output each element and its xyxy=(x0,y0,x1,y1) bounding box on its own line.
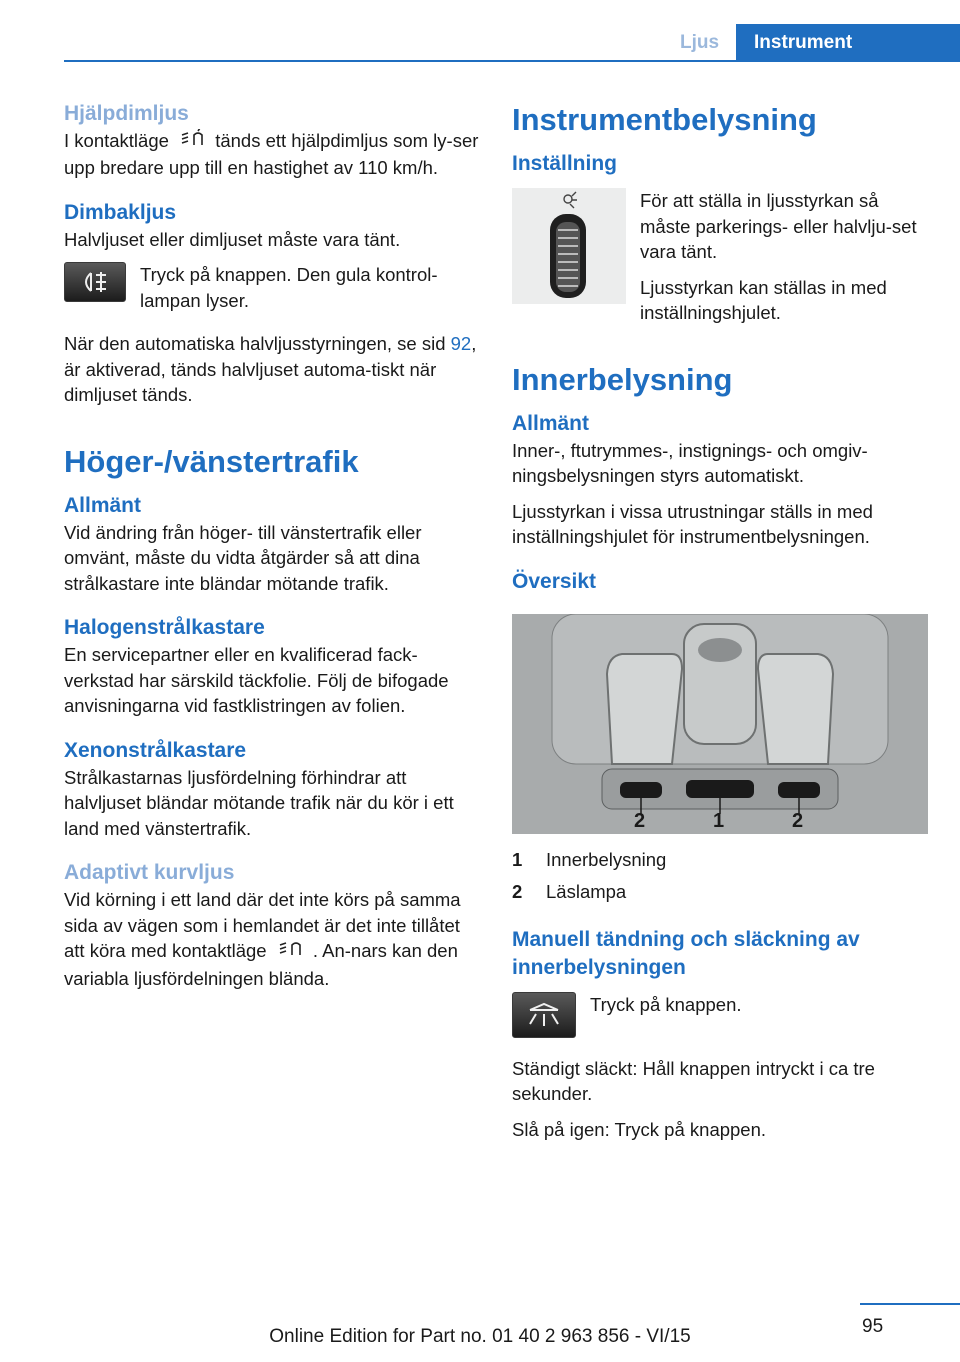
section-title-hjalpdimljus: Hjälpdimljus xyxy=(64,102,189,125)
interior-light-button-image xyxy=(512,992,576,1038)
text-span: I kontaktläge xyxy=(64,130,169,151)
chapter-title-innerbelysning: Innerbelysning xyxy=(512,361,733,397)
paragraph: För att ställa in ljusstyrkan så måste parkerings- eller halvlju-set vara tänt. xyxy=(640,190,917,262)
legend-number: 2 xyxy=(512,880,523,902)
photo-callout-2-right: 2 xyxy=(792,809,804,832)
edition-line: Online Edition for Part no. 01 40 2 963 856 - VI/15 xyxy=(269,1326,691,1347)
section-title-allmant-right: Allmänt xyxy=(512,411,590,435)
left-column xyxy=(64,100,482,991)
header-chapter-tab[interactable]: Instrument xyxy=(736,24,960,62)
section-title-adaptivt-kurvljus: Adaptivt kurvljus xyxy=(64,861,235,885)
section-title-manuell-tandning: Manuell tändning och släckning av innerbelysningen xyxy=(512,927,860,979)
paragraph: Strålkastarnas ljusfördelning förhindrar att halvljuset bländar mötande trafik när du kör i ett land med vänstertrafik. xyxy=(64,766,454,839)
page-reference-link[interactable]: 92 xyxy=(450,333,472,355)
footer-rule xyxy=(860,1303,960,1305)
text-span: tänds ett hjälpdimljus som ly-ser upp bredare upp till en hastighet av 110 km/h. xyxy=(64,130,479,179)
button-instruction-row xyxy=(512,992,932,1038)
legend-number: 1 xyxy=(512,848,523,870)
section-title-oversikt: Översikt xyxy=(512,569,597,593)
paragraph xyxy=(64,331,482,408)
right-column xyxy=(512,100,932,1142)
paragraph: Vid ändring från höger- till vänstertrafik eller omvänt, måste du vidta åtgärder så att dina strålkastare inte bländar mötande trafik. xyxy=(64,521,422,594)
header-section-tab[interactable]: Ljus xyxy=(680,32,720,53)
ignition-key-icon xyxy=(272,939,308,966)
legend-text: Läslampa xyxy=(546,880,627,902)
text-span: , är aktiverad, tänds halvljuset automa-tiskt när dimljuset tänds. xyxy=(64,333,477,406)
photo-callout-1: 1 xyxy=(713,809,725,832)
section-title-dimbakljus: Dimbakljus xyxy=(64,200,177,224)
overhead-console-illustration xyxy=(512,614,928,834)
legend-text: Innerbelysning xyxy=(546,848,667,870)
legend-item xyxy=(512,876,932,908)
paragraph: En servicepartner eller en kvalificerad fack-verkstad har särskild täckfolie. Följ de bifogade anvisningarna vid fastklistringen av folien. xyxy=(64,644,449,717)
text-span: . An-nars kan den variabla ljusfördelningen blända. xyxy=(64,940,458,989)
thumbwheel-row xyxy=(512,188,932,326)
paragraph: Slå på igen: Tryck på knappen. xyxy=(512,1118,767,1140)
thumbwheel-image xyxy=(512,188,626,304)
paragraph xyxy=(64,887,482,991)
chapter-title-hoger-vanstertrafik: Höger-/vänstertrafik xyxy=(64,443,359,479)
paragraph: Tryck på knappen. Den gula kontrol-lampan lyser. xyxy=(140,264,438,311)
paragraph xyxy=(64,128,482,181)
text-span: Vid körning i ett land där det inte körs på samma sida av vägen som i hemlandet är det inte tillåtet att köra med kontaktläge xyxy=(64,889,461,962)
rear-fog-light-button-image xyxy=(64,262,126,302)
interior-light-icon xyxy=(522,1000,566,1030)
thumbwheel-icon xyxy=(512,188,626,304)
paragraph: Halvljuset eller dimljuset måste vara tänt. xyxy=(64,228,401,250)
overhead-console-photo xyxy=(512,614,928,834)
section-title-installning: Inställning xyxy=(512,152,617,175)
ignition-key-icon xyxy=(174,129,210,156)
photo-callout-2-left: 2 xyxy=(634,809,646,832)
paragraph: Ljusstyrkan kan ställas in med inställningshjulet. xyxy=(640,276,887,323)
page-number: 95 xyxy=(862,1316,884,1337)
section-title-xenonstralkastare: Xenonstrålkastare xyxy=(64,738,247,762)
text-span: När den automatiska halvljusstyrningen, se sid xyxy=(64,333,446,355)
chapter-title-instrumentbelysning: Instrumentbelysning xyxy=(512,102,817,137)
paragraph: Tryck på knappen. xyxy=(590,993,742,1015)
button-instruction-row xyxy=(64,262,482,313)
installning-text xyxy=(640,188,932,326)
paragraph: Ljusstyrkan i vissa utrustningar ställs in med inställningshjulet för instrumentbelysningen. xyxy=(512,500,873,547)
paragraph: Ständigt släckt: Håll knappen intryckt i ca tre sekunder. xyxy=(512,1057,875,1104)
paragraph: Inner-, ftutrymmes-, instignings- och omgiv-ningsbelysningen styrs automatiskt. xyxy=(512,439,868,486)
section-title-allmant: Allmänt xyxy=(64,493,142,517)
rear-fog-light-icon xyxy=(75,269,115,295)
legend-item xyxy=(512,844,932,876)
section-title-halogenstralkastare: Halogenstrålkastare xyxy=(64,616,265,640)
